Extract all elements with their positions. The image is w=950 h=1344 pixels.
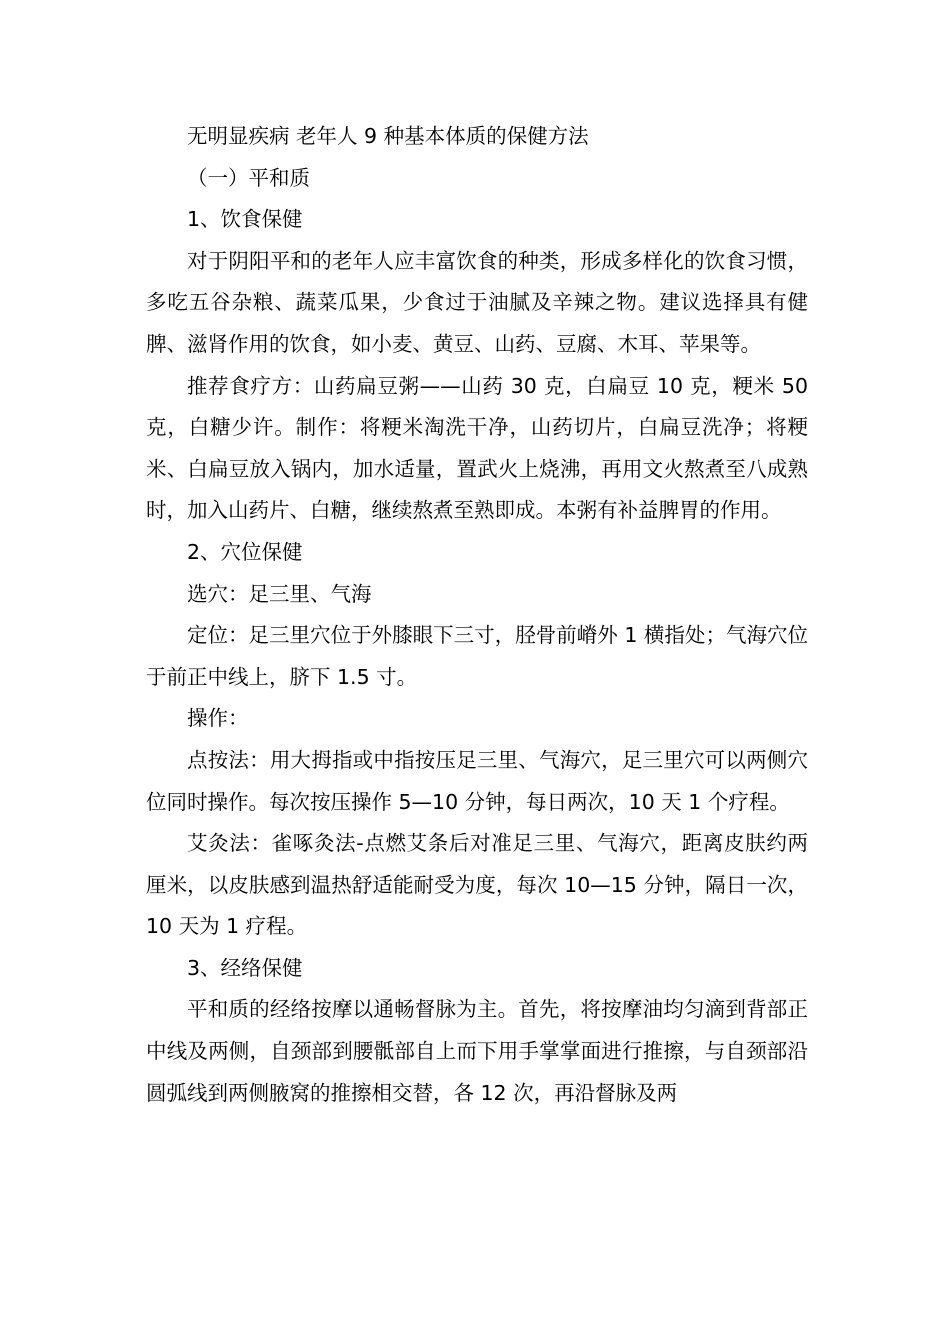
paragraph-recipe: 推荐食疗方：山药扁豆粥——山药 30 克，白扁豆 10 克，粳米 50 克，白糖少许。制作：将粳米淘洗干净，山药切片，白扁豆洗净；将粳米、白扁豆放入锅内，加水适量，置武火上烧沸，再用文火熬煮至八成熟时，加入山药片、白糖，继续熬煮至熟即成。本粥有补益脾胃的作用。 xyxy=(146,373,808,523)
paragraph-operate: 操作： xyxy=(187,706,249,731)
document-title: 无明显疾病 老年人 9 种基本体质的保健方法 xyxy=(187,124,589,148)
subheading-diet: 1、饮食保健 xyxy=(187,207,303,232)
paragraph-moxa-method: 艾灸法：雀啄灸法-点燃艾条后对准足三里、气海穴，距离皮肤约两厘米，以皮肤感到温热舒适能耐受为度，每次 10—15 分钟，隔日一次，10 天为 1 疗程。 xyxy=(146,831,808,939)
section-heading-pinghe: （一）平和质 xyxy=(187,165,310,190)
paragraph-select-points: 选穴：足三里、气海 xyxy=(187,581,372,606)
paragraph-locate: 定位：足三里穴位于外膝眼下三寸，胫骨前嵴外 1 横指处；气海穴位于前正中线上，脐下 1.5 寸。 xyxy=(146,623,808,689)
paragraph-press-method: 点按法：用大拇指或中指按压足三里、气海穴，足三里穴可以两侧穴位同时操作。每次按压操作 5—10 分钟，每日两次，10 天 1 个疗程。 xyxy=(146,747,808,814)
document-page xyxy=(146,116,808,1114)
paragraph-diet: 对于阴阳平和的老年人应丰富饮食的种类，形成多样化的饮食习惯，多吃五谷杂粮、蔬菜瓜果，少食过于油腻及辛辣之物。建议选择具有健脾、滋肾作用的饮食，如小麦、黄豆、山药、豆腐、木耳、苹果等。 xyxy=(146,248,808,356)
subheading-meridian: 3、经络保健 xyxy=(187,955,303,980)
subheading-acupoint: 2、穴位保健 xyxy=(187,539,303,564)
paragraph-meridian: 平和质的经络按摩以通畅督脉为主。首先，将按摩油均匀滴到背部正中线及两侧，自颈部到腰骶部自上而下用手掌掌面进行推擦，与自颈部沿圆弧线到两侧腋窝的推擦相交替，各 12 次，再沿督脉及两 xyxy=(146,997,808,1105)
